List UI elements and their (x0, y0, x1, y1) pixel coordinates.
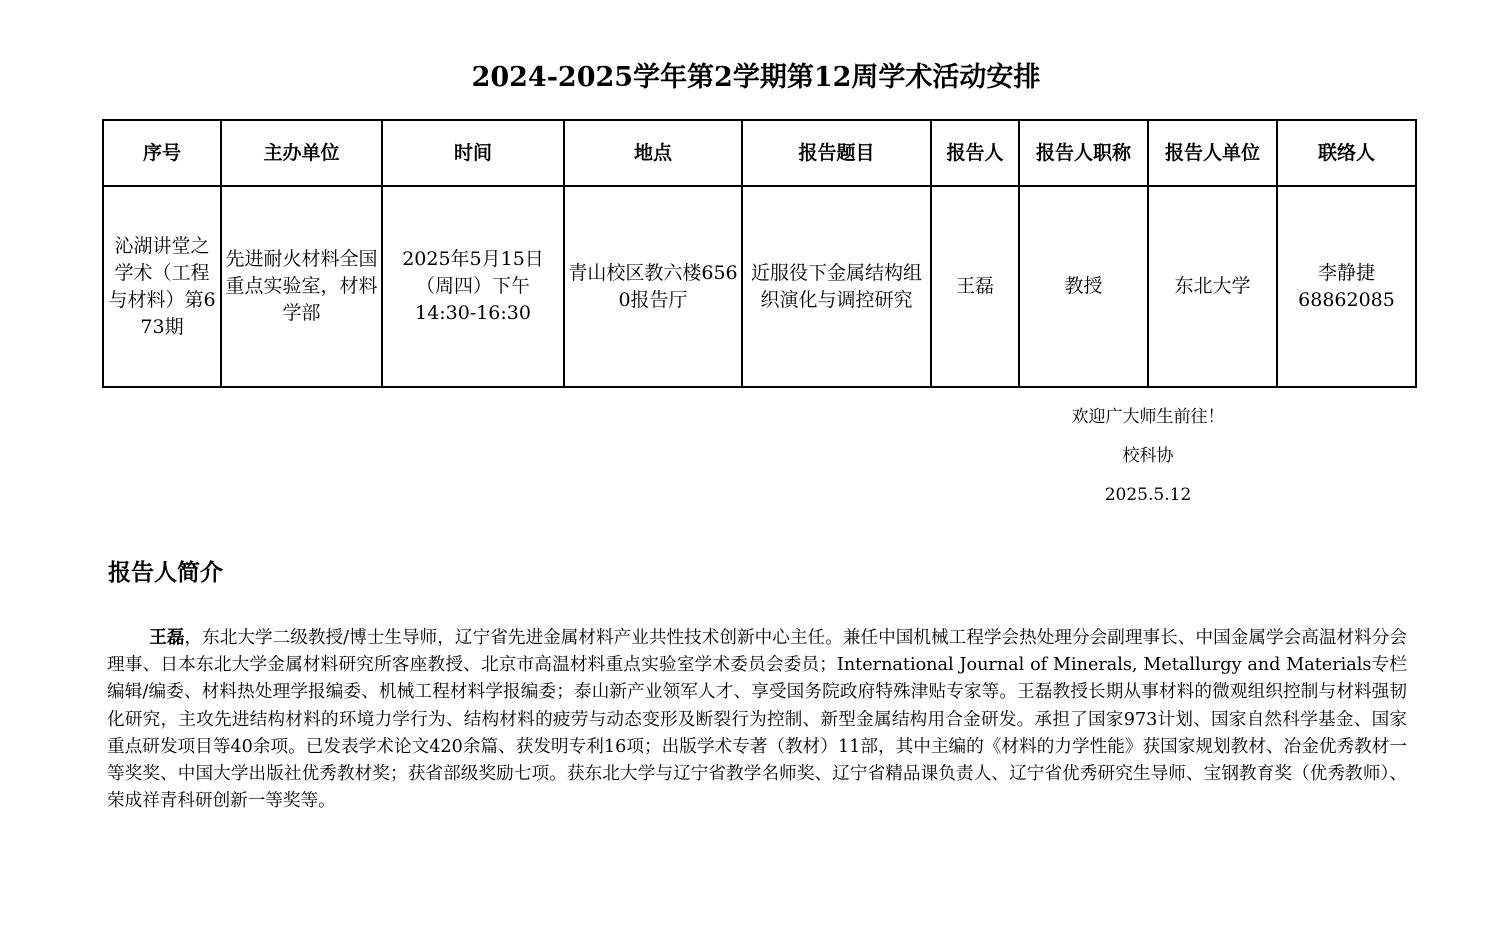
header-host: 主办单位 (221, 120, 382, 186)
contact-name: 李静捷 (1317, 261, 1375, 284)
header-serial: 序号 (103, 120, 221, 186)
cell-time (382, 186, 564, 387)
cell-contact (1277, 186, 1416, 387)
bio-body: ，东北大学二级教授/博士生导师，辽宁省先进金属材料产业共性技术创新中心主任。兼任中国机械工程学会热处理分会副理事长、中国金属学会高温材料分会理事、日本东北大学金属材料研究所客座教授、北京市高温材料重点实验室学术委员会委员；International Journal of Minerals, Metallurgy and Materials专栏编辑/编委、材料热处理学报编委、机械工程材料学报编委；泰山新产业领军人才、享受国务院政府特殊津贴专家等。王磊教授长期从事材料的微观组织控制与材料强韧化研究，主攻先进结构材料的环境力学行为、结构材料的疲劳与动态变形及断裂行为控制、新型金属结构用合金研发。承担了国家973计划、国家自然科学基金、国家重点研发项目等40余项。已发表学术论文420余篇、获发明专利16项；出版学术专著（教材）11部，其中主编的《材料的力学性能》获国家规划教材、冶金优秀教材一等奖奖、中国大学出版社优秀教材奖；获省部级奖励七项。获东北大学与辽宁省教学名师奖、辽宁省精品课负责人、辽宁省优秀研究生导师、宝钢教育奖（优秀教师）、荣成祥青科研创新一等奖等。 (107, 628, 1407, 812)
bio-heading: 报告人简介 (108, 560, 223, 586)
cell-speaker-title: 教授 (1019, 186, 1148, 387)
header-time: 时间 (382, 120, 564, 186)
header-topic: 报告题目 (742, 120, 931, 186)
cell-speaker-org: 东北大学 (1148, 186, 1277, 387)
table-row (103, 186, 1416, 387)
cell-host: 先进耐火材料全国重点实验室，材料学部 (221, 186, 382, 387)
header-contact: 联络人 (1277, 120, 1416, 186)
bio-speaker-name: 王磊 (149, 627, 185, 648)
header-venue: 地点 (564, 120, 742, 186)
welcome-note: 欢迎广大师生前往！ (1071, 407, 1225, 427)
issue-date: 2025.5.12 (1104, 485, 1192, 505)
contact-phone: 68862085 (1298, 288, 1395, 311)
cell-speaker: 王磊 (931, 186, 1019, 387)
page-title: 2024-2025学年第2学期第12周学术活动安排 (471, 62, 1041, 93)
header-speaker-org: 报告人单位 (1148, 120, 1277, 186)
cell-time-range: 14:30-16:30 (415, 302, 531, 324)
cell-time-date: 2025年5月15日（周四）下午 (402, 248, 544, 297)
header-speaker: 报告人 (931, 120, 1019, 186)
bio-paragraph (107, 624, 1407, 815)
cell-venue: 青山校区教六楼6560报告厅 (564, 186, 742, 387)
schedule-table (102, 119, 1417, 388)
header-speaker-title: 报告人职称 (1019, 120, 1148, 186)
cell-topic: 近服役下金属结构组织演化与调控研究 (742, 186, 931, 387)
organizer-signature: 校科协 (1122, 446, 1174, 466)
table-header-row (103, 120, 1416, 186)
cell-serial: 沁湖讲堂之学术（工程与材料）第673期 (103, 186, 221, 387)
